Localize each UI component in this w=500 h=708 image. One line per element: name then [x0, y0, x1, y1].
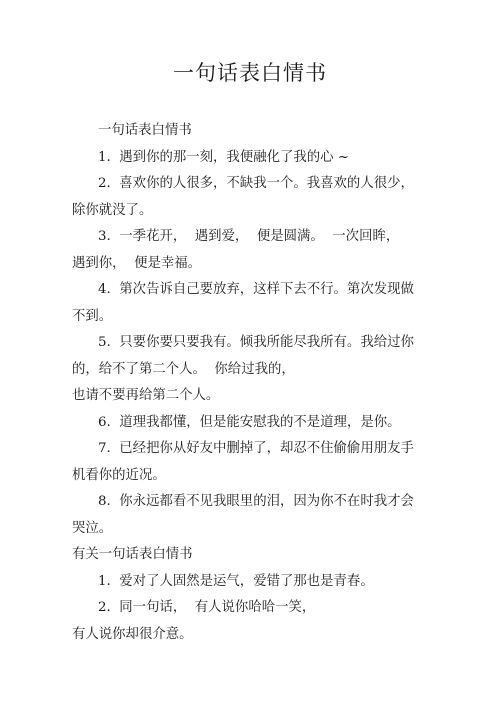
body-line: 有人说你却很介意。: [72, 626, 193, 642]
body-line: 不到。: [72, 308, 113, 324]
body-line: 5. 只要你要只要我有。倾我所能尽我所有。我给过你: [98, 335, 414, 350]
body-line: 3. 一季花开， 遇到爱， 便是圆满。 一次回眸，: [98, 229, 400, 244]
body-line: 除你就没了。: [72, 202, 153, 218]
section-heading: 有关一句话表白情书: [72, 547, 193, 562]
body-line: 6. 道理我都懂，但是能安慰我的不是道理，是你。: [98, 414, 401, 430]
body-line: 2. 同一句话， 有人说你哈哈一笑，: [98, 600, 316, 615]
body-line: 1. 遇到你的那一刻，我便融化了我的心 ~: [98, 149, 350, 165]
body-line: 1. 爱对了人固然是运气，爱错了那也是青春。: [98, 573, 374, 589]
document-body: [72, 118, 432, 648]
body-line: 8. 你永远都看不见我眼里的泪，因为你不在时我才会: [98, 494, 414, 509]
document-title: 一句话表白情书: [173, 61, 327, 85]
body-line: 遇到你， 便是幸福。: [72, 255, 202, 271]
body-line: 2. 喜欢你的人很多，不缺我一个。我喜欢的人很少，: [98, 176, 414, 191]
body-line: 一句话表白情书: [98, 123, 192, 138]
body-line: 机看你的近况。: [72, 467, 166, 483]
body-line: 也请不要再给第二个人。: [72, 388, 220, 403]
body-line: 7. 已经把你从好友中删掉了，却忍不住偷偷用朋友手: [98, 441, 414, 456]
body-line: 的，给不了第二个人。 你给过我的，: [72, 361, 295, 377]
body-line: 哭泣。: [72, 520, 113, 536]
body-line: 4. 第次告诉自己要放弃，这样下去不行。第次发现做: [98, 282, 414, 297]
